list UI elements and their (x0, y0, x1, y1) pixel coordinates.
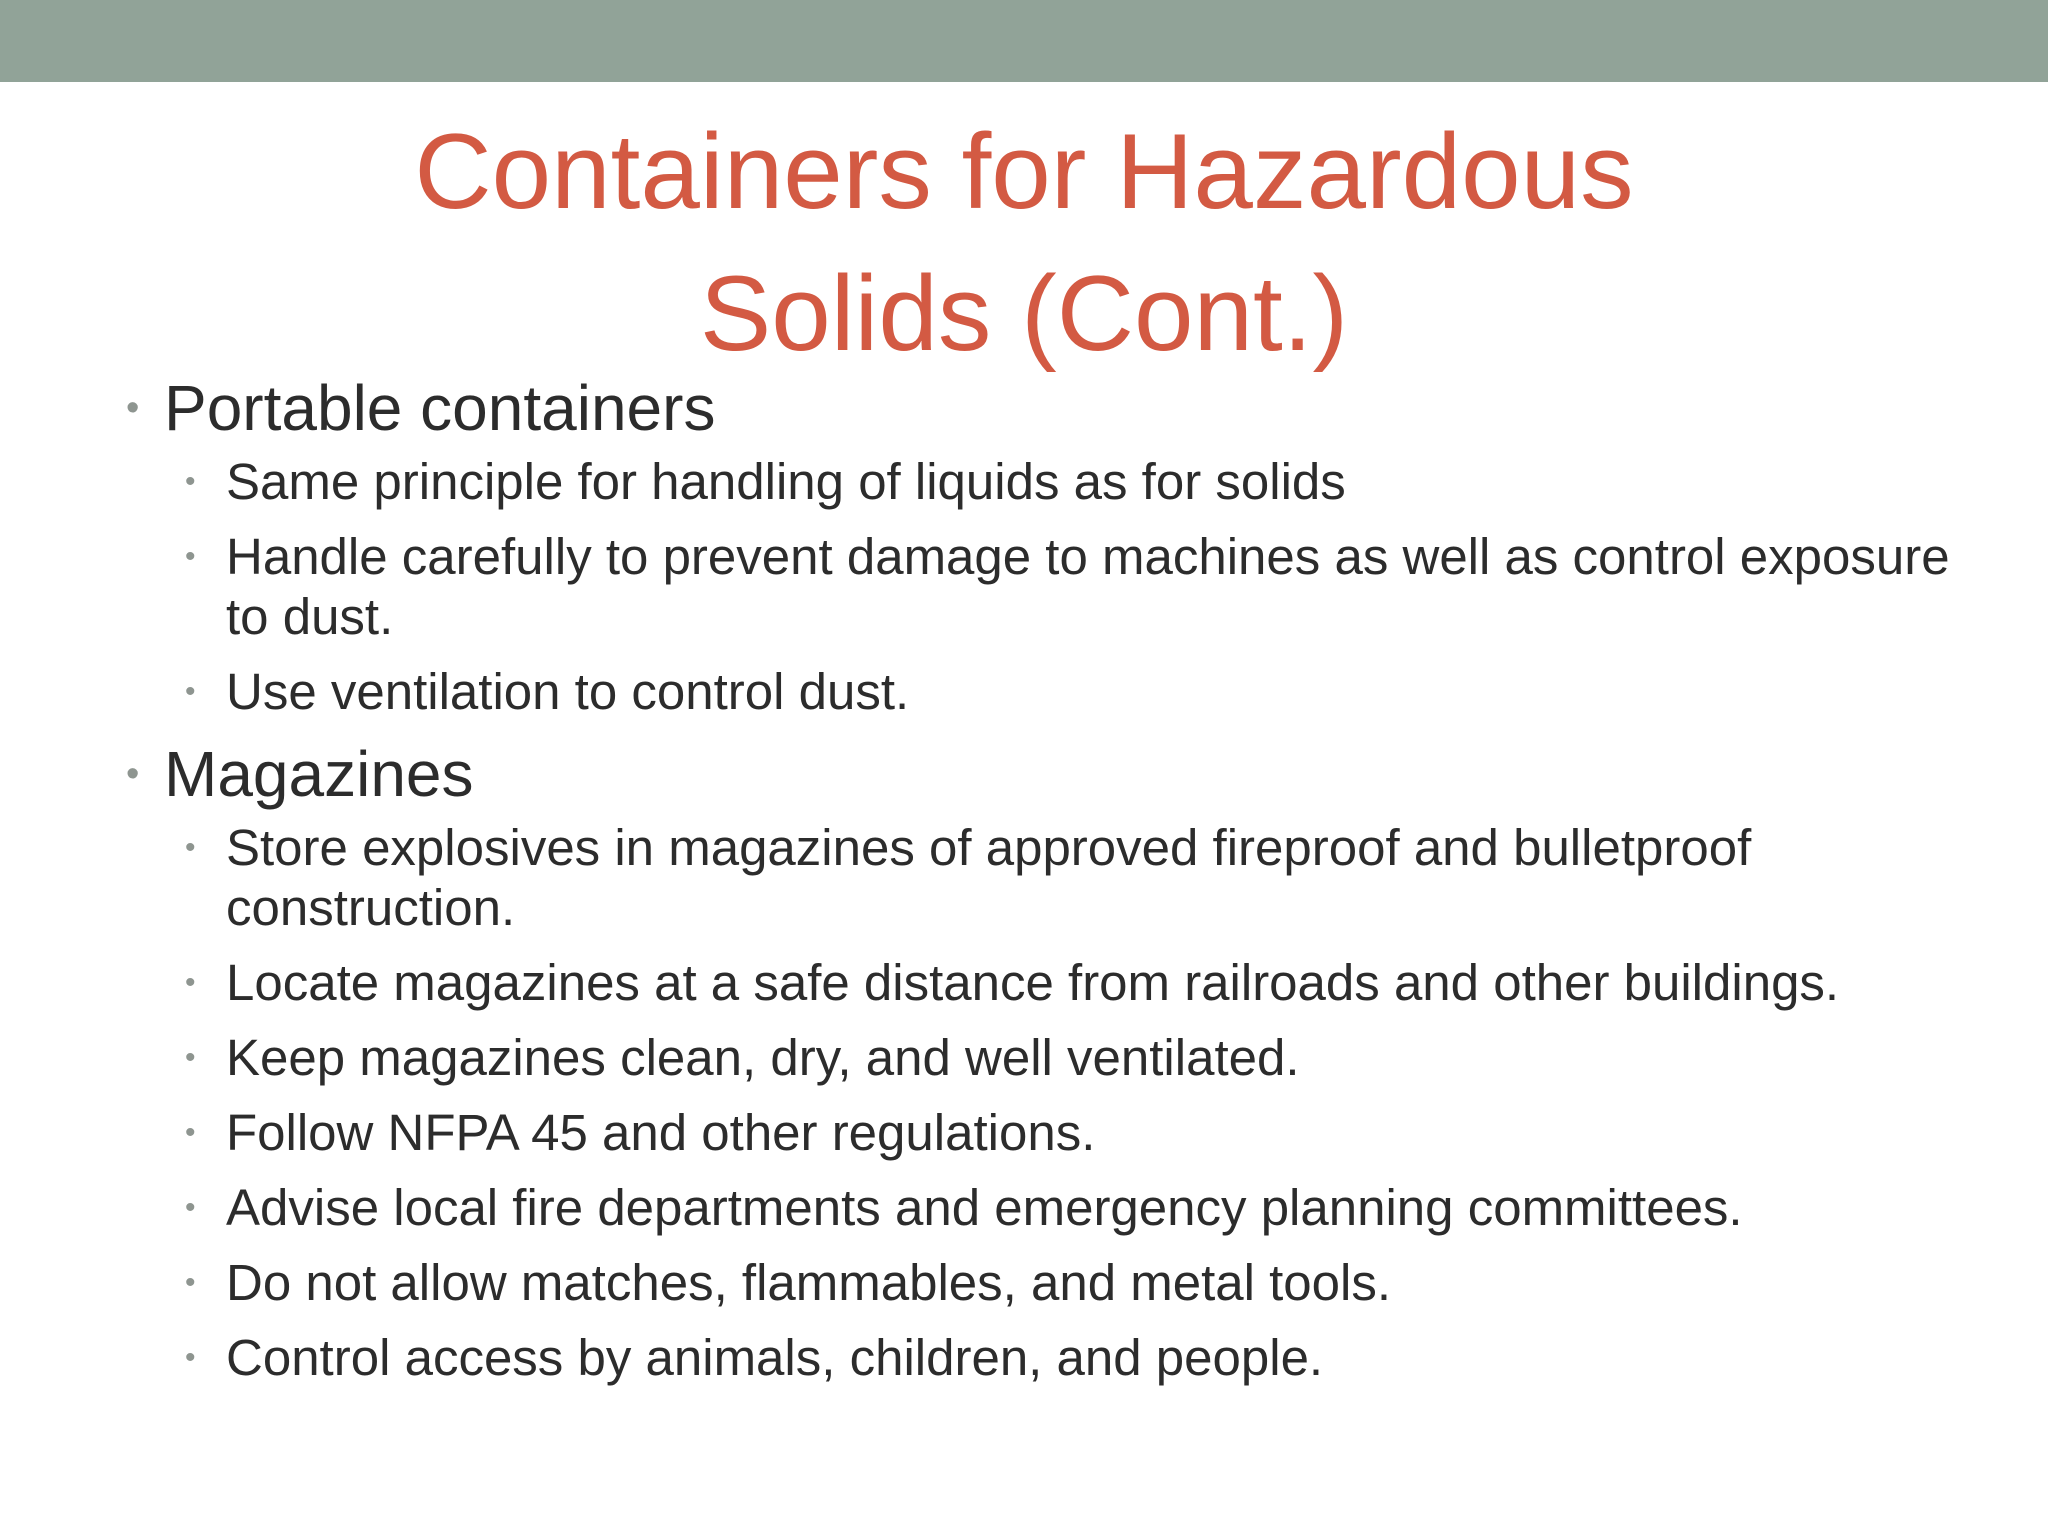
sub-bullet (122, 452, 1972, 512)
bullet-dot-icon: • (126, 387, 140, 429)
sub-bullet-text: Store explosives in magazines of approved fireproof and bulletproof construction. (226, 819, 1752, 936)
sub-bullet-text: Use ventilation to control dust. (226, 663, 910, 720)
sub-bullet (122, 1328, 1972, 1388)
bullet-dot-icon: • (185, 540, 196, 573)
bullet-portable-containers (122, 368, 1972, 448)
sub-bullet (122, 1028, 1972, 1088)
sub-bullet-text: Advise local fire departments and emergency planning committees. (226, 1179, 1743, 1236)
bullet-dot-icon: • (185, 831, 196, 864)
bullet-dot-icon: • (185, 1191, 196, 1224)
bullet-dot-icon: • (185, 1341, 196, 1374)
sub-bullet (122, 662, 1972, 722)
slide-body (122, 368, 1972, 1388)
sub-bullet-text: Handle carefully to prevent damage to machines as well as control exposure to dust. (226, 528, 1950, 645)
sub-bullet-text: Do not allow matches, flammables, and metal tools. (226, 1254, 1392, 1311)
section-heading: Portable containers (164, 372, 716, 444)
bullet-dot-icon: • (185, 966, 196, 999)
sub-bullet (122, 527, 1972, 647)
bullet-dot-icon: • (185, 1266, 196, 1299)
sub-bullet-text: Follow NFPA 45 and other regulations. (226, 1104, 1096, 1161)
sub-bullet-text: Locate magazines at a safe distance from railroads and other buildings. (226, 954, 1840, 1011)
slide-title-line-1: Containers for Hazardous (414, 111, 1634, 231)
sub-bullet (122, 1178, 1972, 1238)
bullet-dot-icon: • (185, 1116, 196, 1149)
section-heading: Magazines (164, 738, 474, 810)
slide-title-line-2: Solids (Cont.) (699, 253, 1349, 373)
sub-bullet (122, 1103, 1972, 1163)
bullet-dot-icon: • (126, 753, 140, 795)
sub-bullet-text: Same principle for handling of liquids as for solids (226, 453, 1346, 510)
sub-bullet-text: Control access by animals, children, and people. (226, 1329, 1324, 1386)
slide-title (0, 100, 2048, 384)
sub-bullet (122, 818, 1972, 938)
sub-bullet-text: Keep magazines clean, dry, and well ventilated. (226, 1029, 1300, 1086)
slide-header-bar (0, 0, 2048, 82)
bullet-dot-icon: • (185, 675, 196, 708)
bullet-dot-icon: • (185, 465, 196, 498)
sub-bullet (122, 1253, 1972, 1313)
bullet-magazines (122, 734, 1972, 814)
sub-bullet (122, 953, 1972, 1013)
bullet-dot-icon: • (185, 1041, 196, 1074)
